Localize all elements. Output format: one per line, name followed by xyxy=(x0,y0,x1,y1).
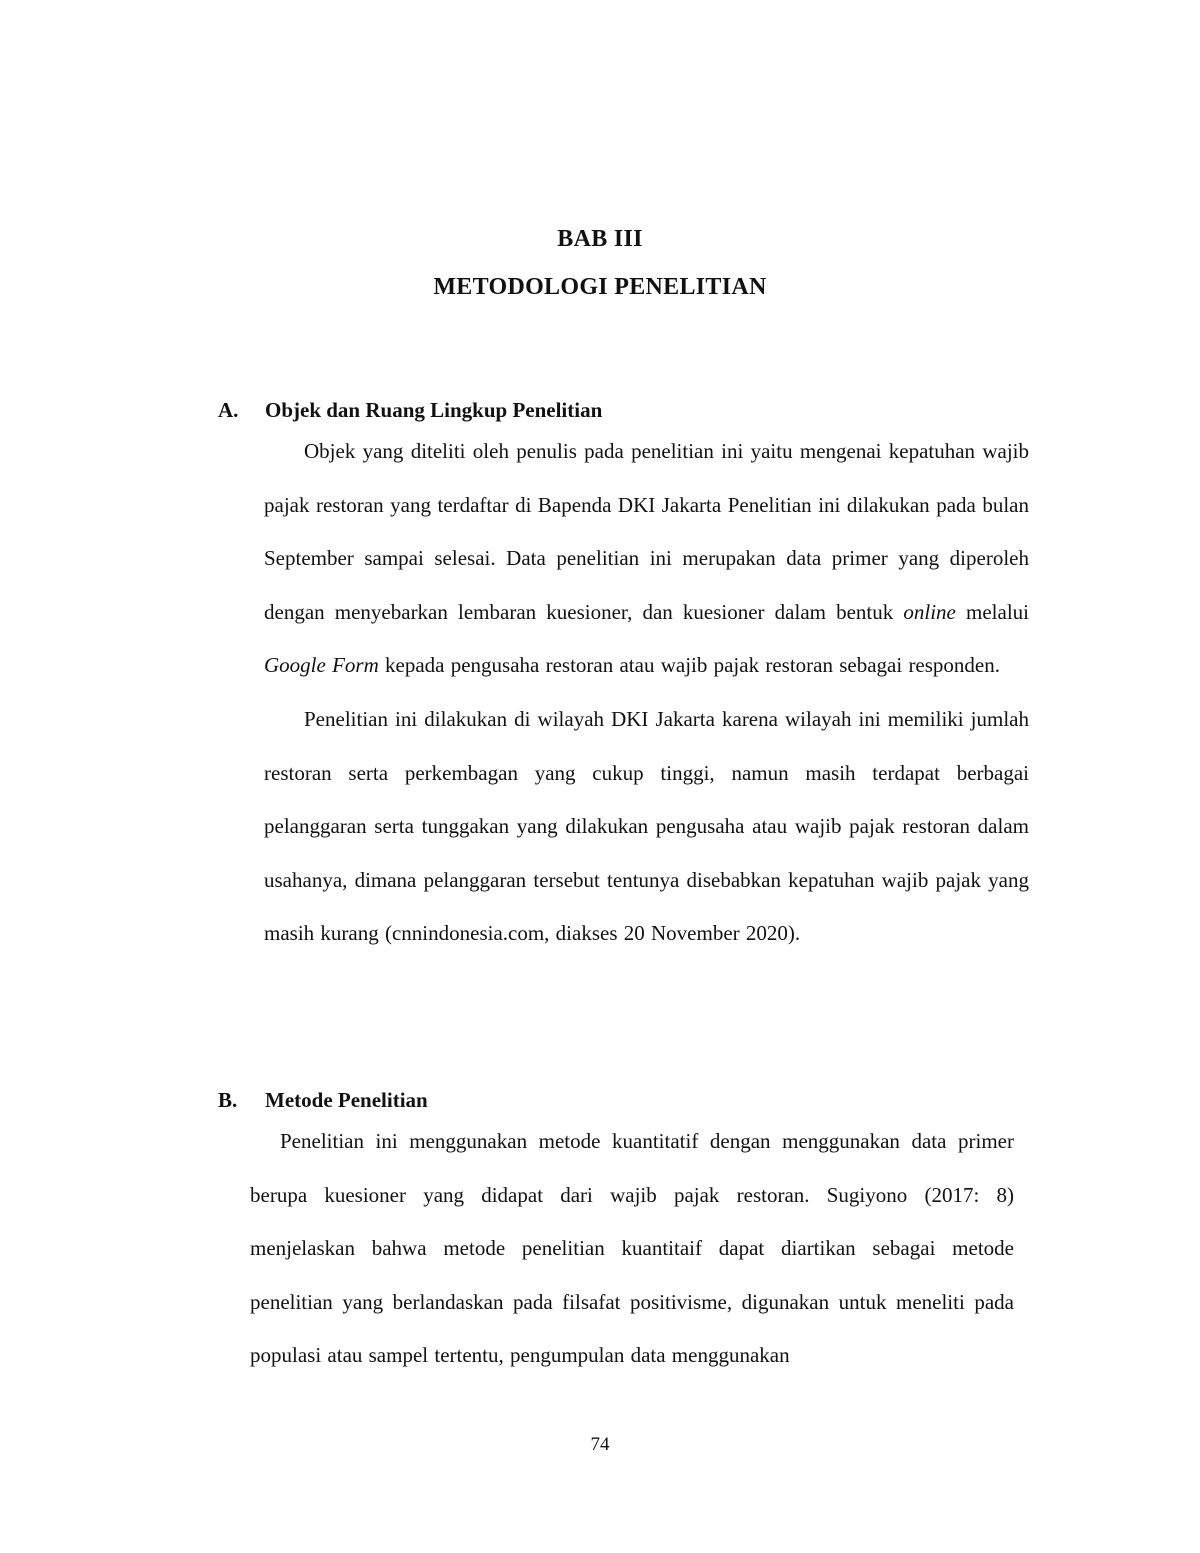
chapter-number: BAB III xyxy=(557,226,643,252)
section-a-body xyxy=(264,425,1029,961)
section-b-body xyxy=(250,1115,1014,1383)
section-a-letter: A. xyxy=(218,398,239,422)
text-run: kepada pengusaha restoran atau wajib pajak restoran sebagai responden. xyxy=(378,653,1001,678)
text-run: Objek yang diteliti oleh penulis pada penelitian ini yaitu mengenai kepatuhan wajib pajak restoran yang terdaftar di Bapenda DKI Jakarta Penelitian ini dilakukan pada bulan September sampai selesai. Data penelitian ini merupakan data primer yang diperoleh dengan menyebarkan lembaran kuesioner, dan kuesioner dalam bentuk xyxy=(264,439,1029,624)
italic-term-google-form: Google Form xyxy=(264,653,379,678)
text-run: Penelitian ini menggunakan metode kuantitatif dengan menggunakan data primer berupa kuesioner yang didapat dari wajib pajak restoran. Sugiyono (2017: 8) menjelaskan bahwa metode penelitian kuantitaif dapat diartikan sebagai metode penelitian yang berlandaskan pada filsafat positivisme, digunakan untuk meneliti pada populasi atau sampel tertentu, pengumpulan data menggunakan xyxy=(250,1129,1014,1368)
chapter-title: METODOLOGI PENELITIAN xyxy=(433,274,767,300)
section-a-heading xyxy=(218,398,602,423)
text-run: melalui xyxy=(955,599,1029,624)
section-a-title: Objek dan Ruang Lingkup Penelitian xyxy=(265,398,603,422)
page-number: 74 xyxy=(590,1434,610,1455)
section-b-title: Metode Penelitian xyxy=(265,1088,428,1112)
italic-term-online: online xyxy=(903,599,956,624)
paragraph xyxy=(264,693,1029,961)
section-b-letter: B. xyxy=(218,1088,238,1112)
paragraph xyxy=(250,1115,1014,1383)
paragraph xyxy=(264,425,1029,693)
section-b-heading xyxy=(218,1088,428,1113)
text-run: Penelitian ini dilakukan di wilayah DKI Jakarta karena wilayah ini memiliki jumlah restoran serta perkembagan yang cukup tinggi, namun masih terdapat berbagai pelanggaran serta tunggakan yang dilakukan pengusaha atau wajib pajak restoran dalam usahanya, dimana pelanggaran tersebut tentunya disebabkan kepatuhan wajib pajak yang masih kurang (cnnindonesia.com, diakses 20 November 2020). xyxy=(264,706,1029,946)
